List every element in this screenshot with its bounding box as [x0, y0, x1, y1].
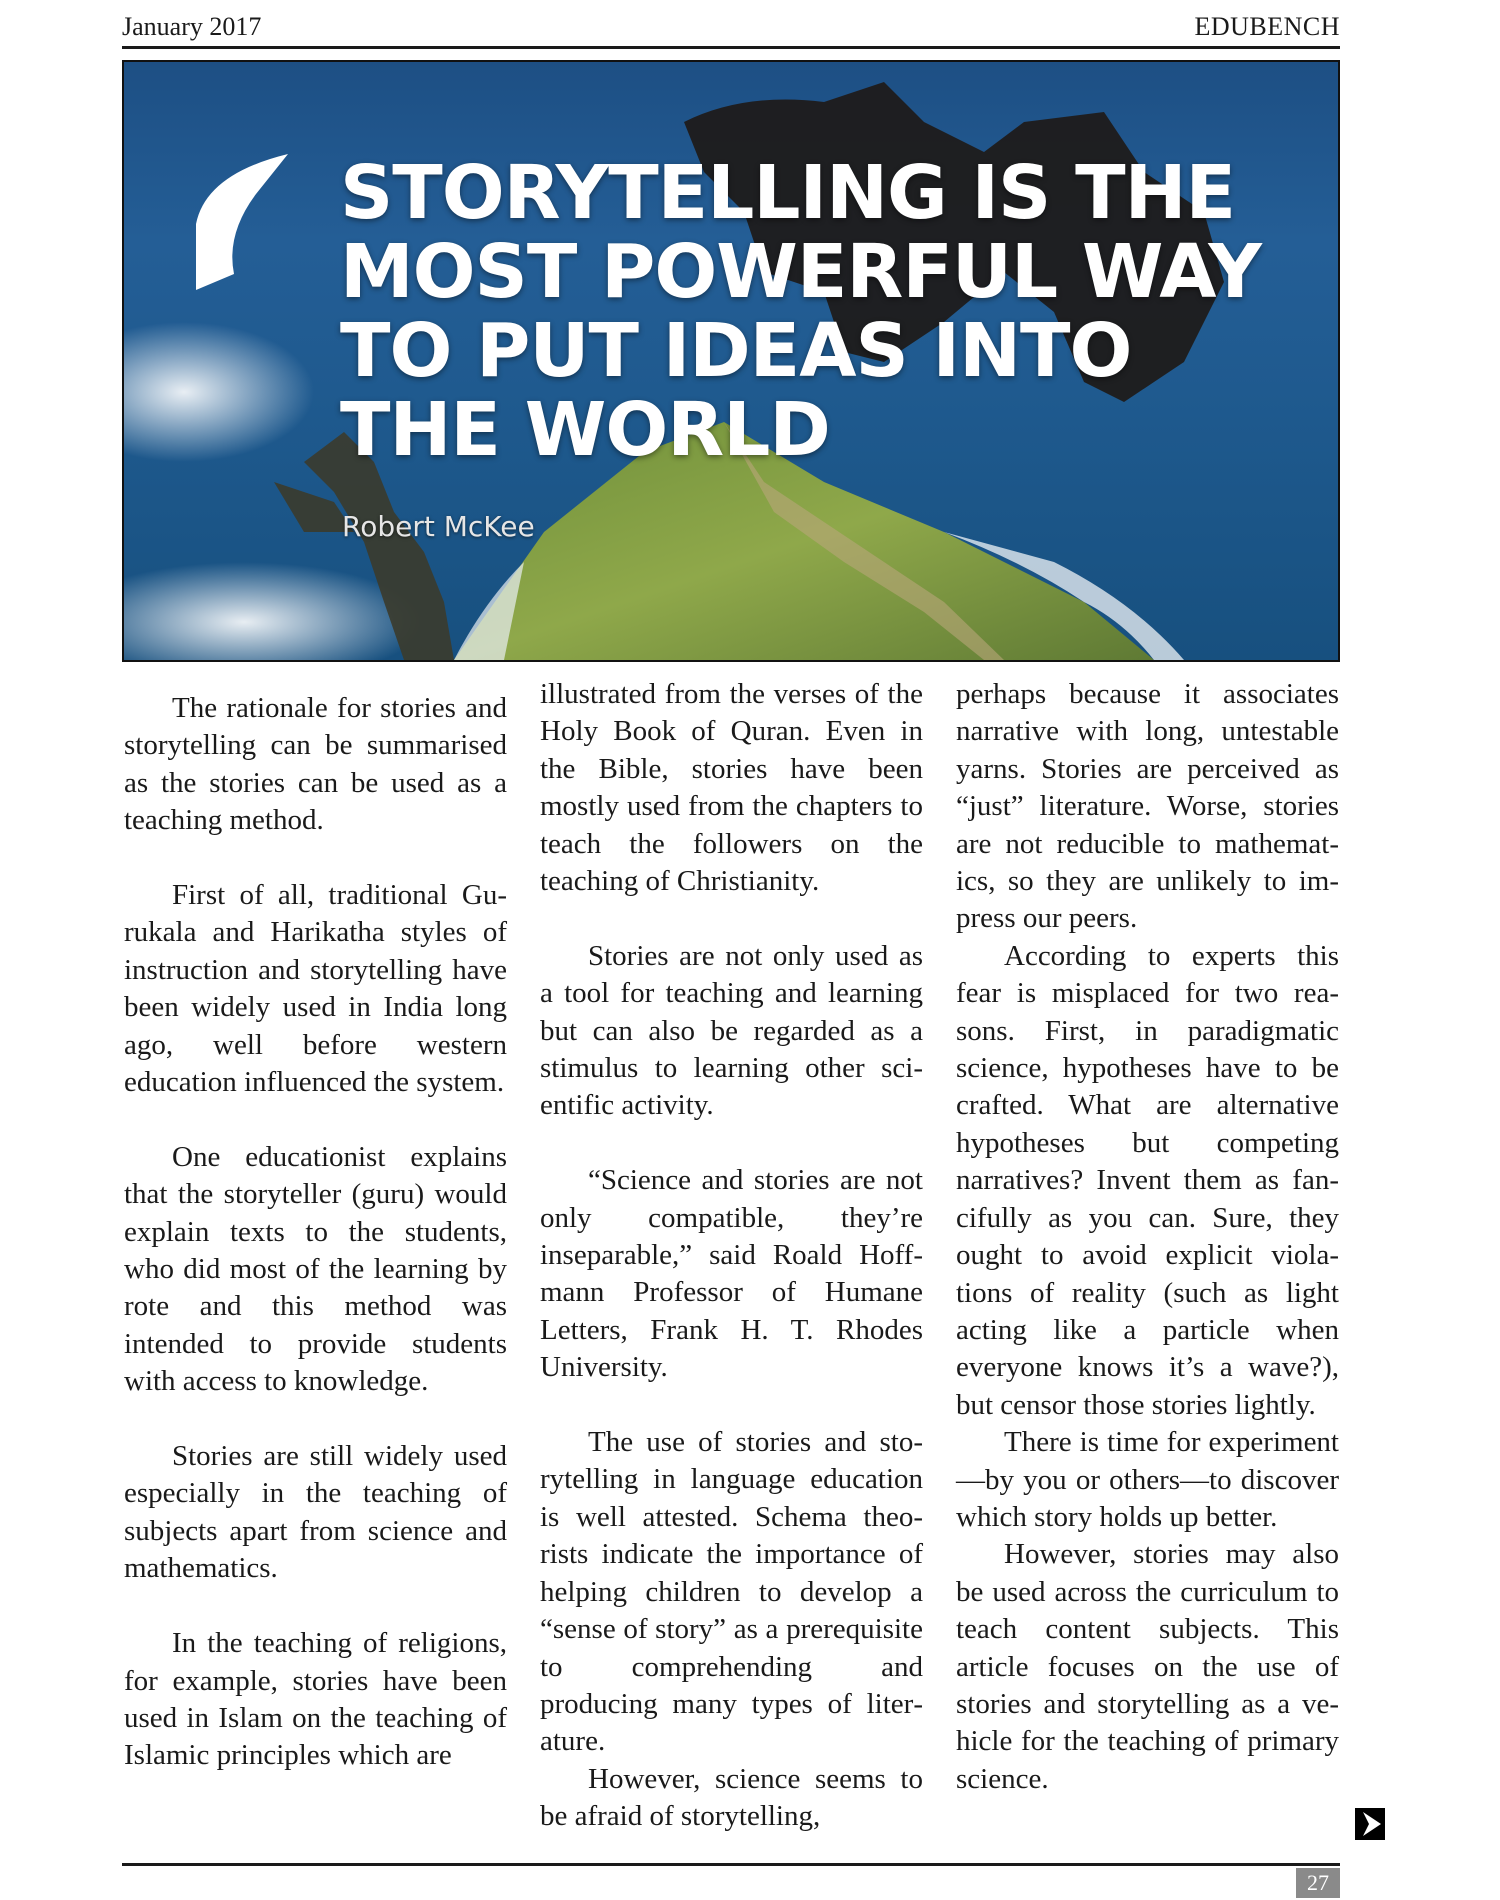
paragraph: There is time for experiment—by you or others—to discover which story holds up better.	[956, 1426, 1339, 1533]
article-column-1	[124, 690, 507, 1775]
hero-quote-image	[122, 60, 1340, 662]
paragraph: According to experts this fear is misplaced for two reasons. First, in paradigmatic science, hypotheses have to be crafted. What are alternative hypotheses but competing narratives? Invent them as fancifully as you can. Sure, they ought to avoid explicit violations of reality (such as light acting like a particle when everyone knows it’s a wave?), but censor those stories lightly.	[956, 939, 1339, 1421]
paragraph: Stories are still widely used especially in the teaching of subjects apart from science and mathematics.	[124, 1440, 507, 1585]
paragraph: However, science seems to be afraid of storytelling,	[540, 1762, 923, 1833]
hero-headline	[340, 150, 1262, 473]
paragraph: illustrated from the verses of the Holy Book of Quran. Even in the Bible, stories have been mostly used from the chapters to teach the followers on the teaching of Christianity.	[540, 678, 923, 898]
article-column-3	[956, 676, 1339, 1798]
page-number: 27	[1296, 1868, 1340, 1898]
paragraph: One educationist explains that the storyteller (guru) would explain texts to the students, who did most of the learning by rote and this method was intended to provide students with access to knowledge.	[124, 1140, 507, 1398]
headline-line: TO PUT IDEAS INTO	[340, 308, 1132, 394]
issue-date: January 2017	[122, 12, 262, 41]
paragraph: The use of stories and storytelling in language education is well attested. Schema theorists indicate the importance of helping children to develop a “sense of story” as a prerequisite to comprehending and producing many types of literature.	[540, 1426, 923, 1758]
paragraph: First of all, traditional Gurukala and Harikatha styles of instruction and storytelling have been widely used in India long ago, well before western education influenced the system.	[124, 879, 507, 1099]
article-column-2	[540, 676, 923, 1836]
next-page-arrow-icon[interactable]	[1355, 1808, 1385, 1840]
paragraph: Stories are not only used as a tool for teaching and learning but can also be regarded as a stimulus to learning other scientific activity.	[540, 939, 923, 1122]
paragraph: In the teaching of religions, for example, stories have been used in Islam on the teaching of Islamic principles which are	[124, 1627, 507, 1772]
page-header	[122, 8, 1340, 49]
quotation-mark-icon	[196, 154, 288, 290]
footer-divider	[122, 1863, 1340, 1866]
paragraph: However, stories may also be used across the curriculum to teach content subjects. This article focuses on the use of stories and storytelling as a vehicle for the teaching of primary science.	[956, 1538, 1339, 1795]
quote-author: Robert McKee	[342, 510, 535, 543]
headline-line: THE WORLD	[340, 387, 830, 473]
paragraph: “Science and stories are not only compatible, they’re inseparable,” said Roald Hoffmann Professor of Humane Letters, Frank H. T. Rhodes University.	[540, 1164, 923, 1384]
headline-line: STORYTELLING IS THE	[340, 150, 1236, 236]
paragraph: The rationale for stories and storytelling can be summarised as the stories can be used as a teaching method.	[124, 692, 507, 837]
paragraph: perhaps because it associates narrative with long, untestable yarns. Stories are perceived as “just” literature. Worse, stories are not reducible to mathematics, so they are unlikely to impress our peers.	[956, 678, 1339, 935]
chevron-right-icon	[1359, 1812, 1381, 1836]
publication-name: EDUBENCH	[1194, 12, 1340, 41]
headline-line: MOST POWERFUL WAY	[340, 229, 1262, 315]
